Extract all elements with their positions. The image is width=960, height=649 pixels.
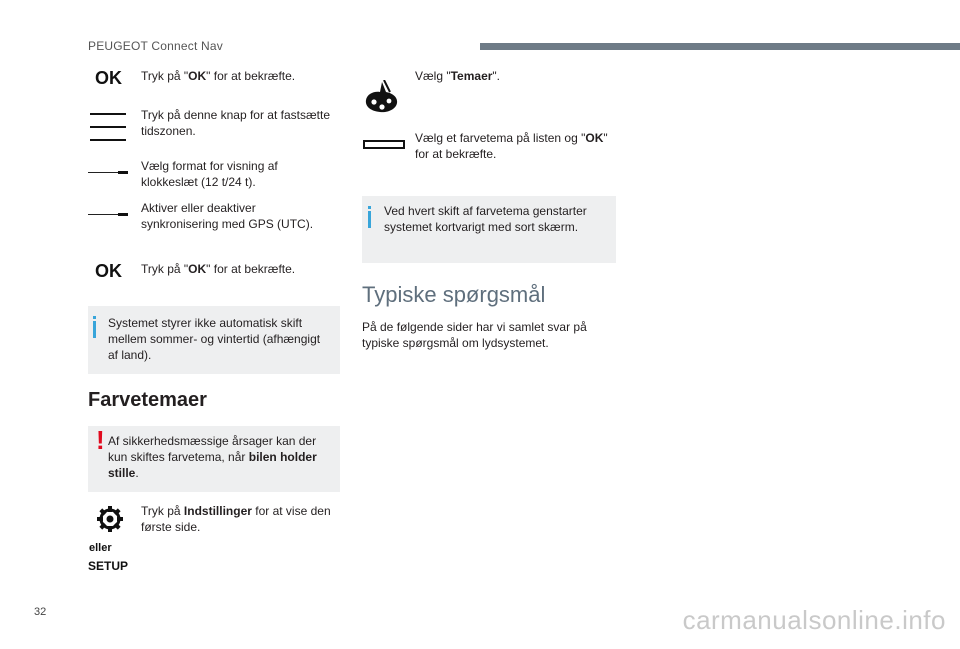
list-bar-icon (363, 140, 405, 149)
ok-confirm-text-1: Tryk på "OK" for at bekræfte. (141, 69, 296, 83)
info-note-theme-text: Ved hvert skift af farvetema genstarter systemet kortvarigt med sort skærm. (384, 204, 587, 234)
menu-lines-icon (90, 113, 126, 143)
format-text: Vælg format for visning af klokkeslæt (12 t/24 t). (141, 159, 278, 189)
watermark: carmanualsonline.info (682, 605, 946, 635)
or-label: eller (89, 542, 112, 554)
info-note-theme (362, 196, 616, 263)
ok-confirm-text-2: Tryk på "OK" for at bekræfte. (141, 262, 296, 276)
page-number: 32 (34, 606, 47, 618)
toggle-line-icon (88, 213, 128, 216)
faq-intro-text: På de følgende sider har vi samlet svar på typiske spørgsmål om lydsystemet. (362, 320, 587, 350)
gear-icon (96, 505, 124, 533)
info-note-text: Systemet styrer ikke automatisk skift mellem sommer- og vintertid (afhængigt af land). (108, 316, 321, 362)
setup-button-label: SETUP (88, 559, 129, 573)
timezone-text: Tryk på denne knap for at fastsætte tidszonen. (141, 108, 330, 138)
info-icon (93, 316, 96, 338)
info-note (88, 306, 340, 374)
ok-icon: OK (95, 68, 122, 88)
section-title-farvetemaer: Farvetemaer (88, 389, 207, 411)
warning-note-text: Af sikkerhedsmæssige årsager kan der kun skiftes farvetema, når bilen holder stille. (108, 434, 317, 480)
warning-note (88, 426, 340, 492)
info-icon (368, 206, 371, 228)
theme-list-text: Vælg et farvetema på listen og "OK" for at bekræfte. (415, 131, 608, 161)
header-bar (480, 43, 960, 50)
settings-text: Tryk på Indstillinger for at vise den første side. (141, 504, 331, 534)
ok-icon: OK (95, 261, 122, 281)
toggle-line-icon (88, 171, 128, 174)
warning-icon: ! (96, 425, 105, 455)
gps-sync-text: Aktiver eller deaktiver synkronisering med GPS (UTC). (141, 201, 314, 231)
section-title-typiske: Typiske spørgsmål (362, 282, 546, 307)
theme-select-text: Vælg "Temaer". (415, 69, 501, 83)
header-title: PEUGEOT Connect Nav (88, 39, 223, 53)
palette-icon (362, 80, 402, 114)
